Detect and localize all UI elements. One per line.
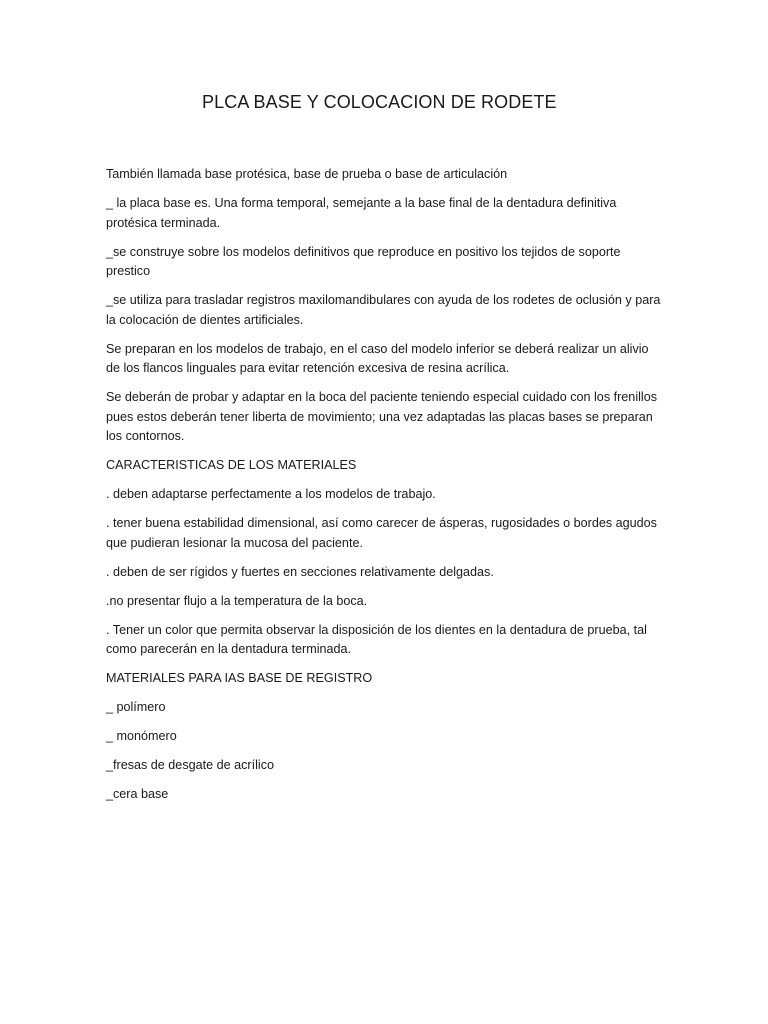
materials-characteristics-heading: CARACTERISTICAS DE LOS MATERIALES — [106, 458, 357, 472]
materials-list-heading: MATERIALES PARA IAS BASE DE REGISTRO — [106, 671, 373, 685]
material-item: _ monómero — [106, 729, 177, 743]
characteristic-item: .no presentar flujo a la temperatura de la boca. — [106, 593, 368, 608]
material-item: _fresas de desgate de acrílico — [106, 758, 275, 772]
characteristic-item: . Tener un color que permita observar la disposición de los dientes en la dentadura de prueba, tal como parecerán en la dentadura terminada. — [106, 622, 647, 656]
characteristic-item: . deben de ser rígidos y fuertes en secciones relativamente delgadas. — [106, 564, 494, 579]
preparation-paragraph: Se preparan en los modelos de trabajo, en el caso del modelo inferior se deberá realizar un alivio de los flancos linguales para evitar retención excesiva de resina acrílica. — [106, 341, 649, 375]
definition-paragraph: _ la placa base es. Una forma temporal, semejante a la base final de la dentadura definitiva protésica terminada. — [106, 196, 617, 230]
document-title: PLCA BASE Y COLOCACION DE RODETE — [202, 92, 557, 112]
characteristic-item: . tener buena estabilidad dimensional, así como carecer de ásperas, rugosidades o bordes agudos que pudieran lesionar la mucosa del paciente. — [106, 516, 657, 550]
adaptation-paragraph: Se deberán de probar y adaptar en la boca del paciente teniendo especial cuidado con los frenillos pues estos deberán tener liberta de movimiento; una vez adaptadas las placas bases se preparan los contornos. — [106, 390, 658, 443]
usage-paragraph: _se utiliza para trasladar registros maxilomandibulares con ayuda de los rodetes de oclusión y para la colocación de dientes artificiales. — [106, 293, 661, 327]
characteristic-item: . deben adaptarse perfectamente a los modelos de trabajo. — [106, 487, 436, 501]
material-item: _cera base — [106, 787, 169, 801]
intro-paragraph: También llamada base protésica, base de prueba o base de articulación — [106, 167, 508, 181]
document-body — [106, 165, 666, 814]
material-item: _ polímero — [106, 700, 166, 714]
construction-paragraph: _se construye sobre los modelos definitivos que reproduce en positivo los tejidos de soporte prestico — [106, 244, 621, 278]
